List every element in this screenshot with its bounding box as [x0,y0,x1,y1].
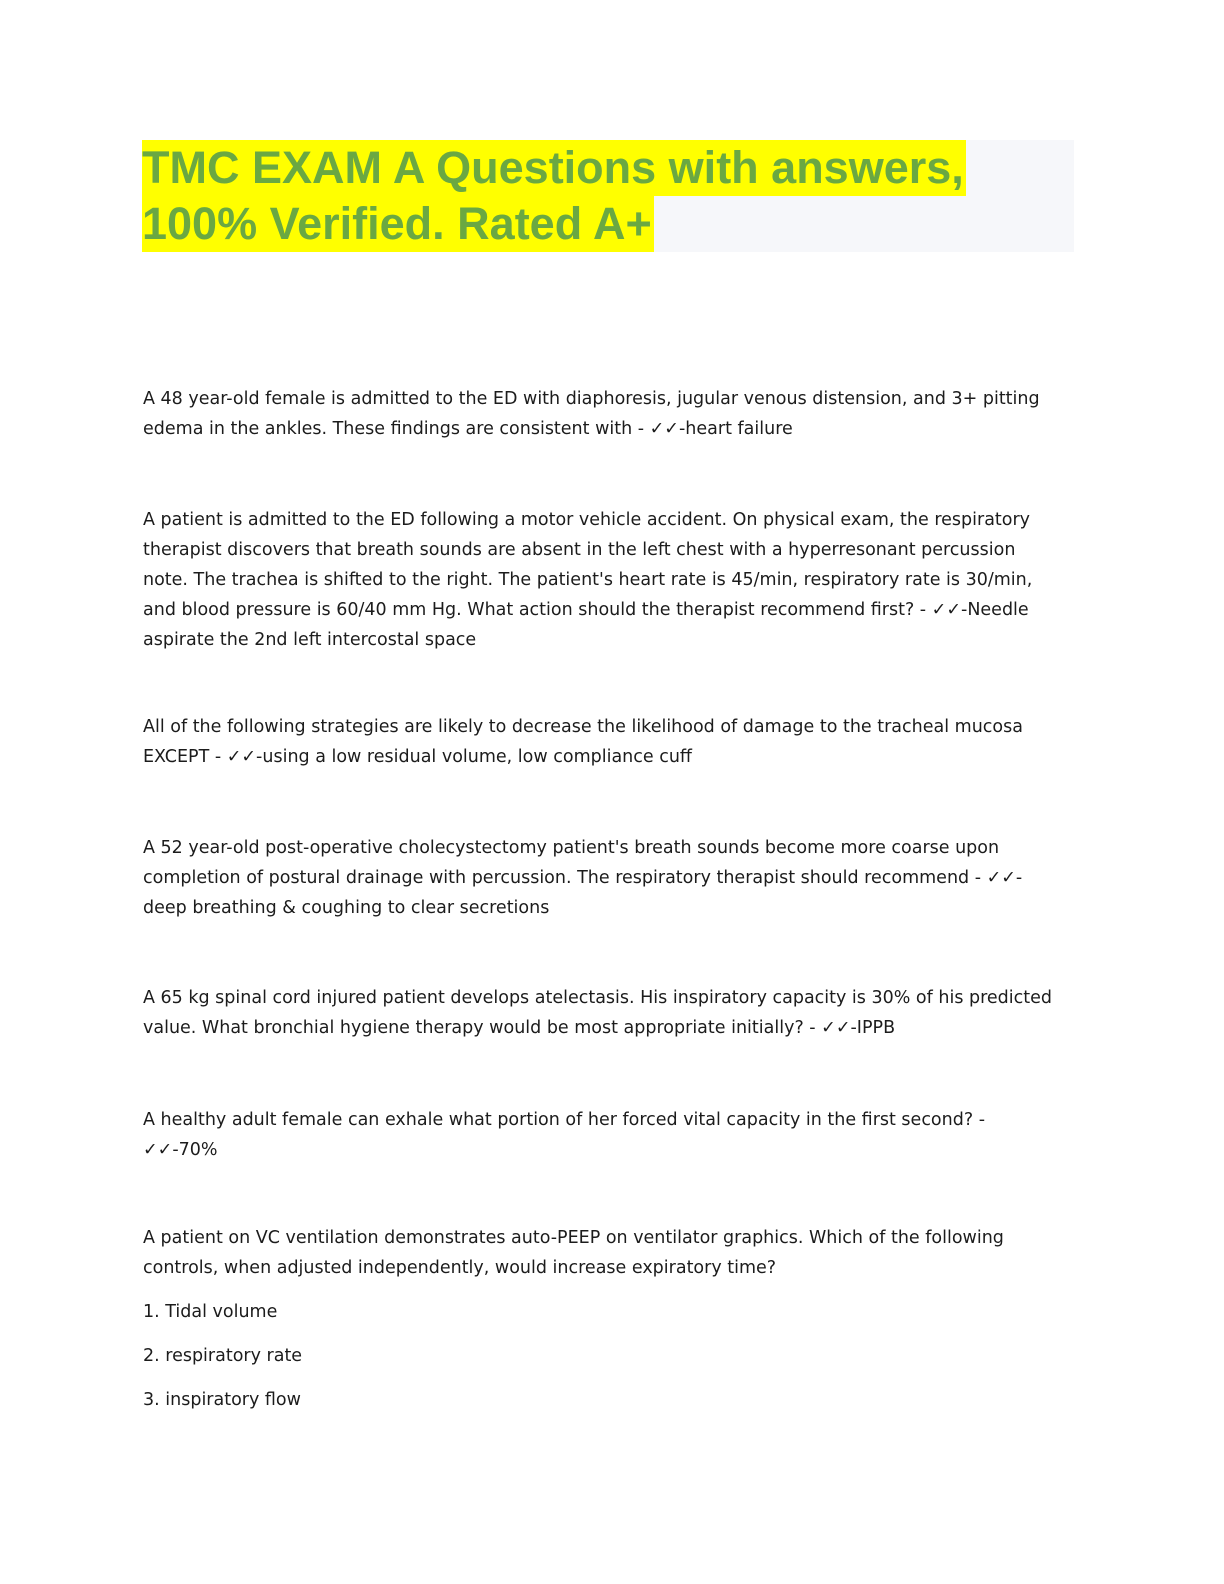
question-answer: All of the following strategies are likely to decrease the likelihood of damage to the tracheal mucosa EXCEPT - ✓✓-using a low residual volume, low compliance cuff [143,717,1023,767]
question-answer: A patient is admitted to the ED following a motor vehicle accident. On physical exam, the respiratory therapist discovers that breath sounds are absent in the left chest with a hyperresonant percussion note. The trachea is shifted to the right. The patient's heart rate is 45/min, respiratory rate is 30/min, and blood pressure is 60/40 mm Hg. What action should the therapist recommend first? - ✓✓-Needle aspirate the 2nd left intercostal space [143,510,1033,650]
title-line-2: 100% Verified. Rated A+ [142,196,654,252]
question-answer: A 65 kg spinal cord injured patient develops atelectasis. His inspiratory capacity is 30% of his predicted value. What bronchial hygiene therapy would be most appropriate initially? - ✓✓-IPPB [143,988,1053,1038]
question-answer: A 48 year-old female is admitted to the ED with diaphoresis, jugular venous distension, and 3+ pitting edema in the ankles. These findings are consistent with - ✓✓-heart failure [143,389,1040,439]
question-answer: A healthy adult female can exhale what portion of her forced vital capacity in the first second? - ✓✓-70% [143,1110,986,1160]
document-title [142,140,1074,252]
title-line-1: TMC EXAM A Questions with answers, [142,140,966,196]
answer-option: 2. respiratory rate [143,1346,303,1366]
answer-option: 1. Tidal volume [143,1302,278,1322]
question-text: A patient on VC ventilation demonstrates auto-PEEP on ventilator graphics. Which of the following controls, when adjusted independently, would increase expiratory time? [143,1228,1004,1278]
question-answer: A 52 year-old post-operative cholecystectomy patient's breath sounds become more coarse upon completion of postural drainage with percussion. The respiratory therapist should recommend - ✓✓-deep breathing & coughing to clear secretions [143,838,1023,918]
answer-option: 3. inspiratory flow [143,1390,301,1410]
